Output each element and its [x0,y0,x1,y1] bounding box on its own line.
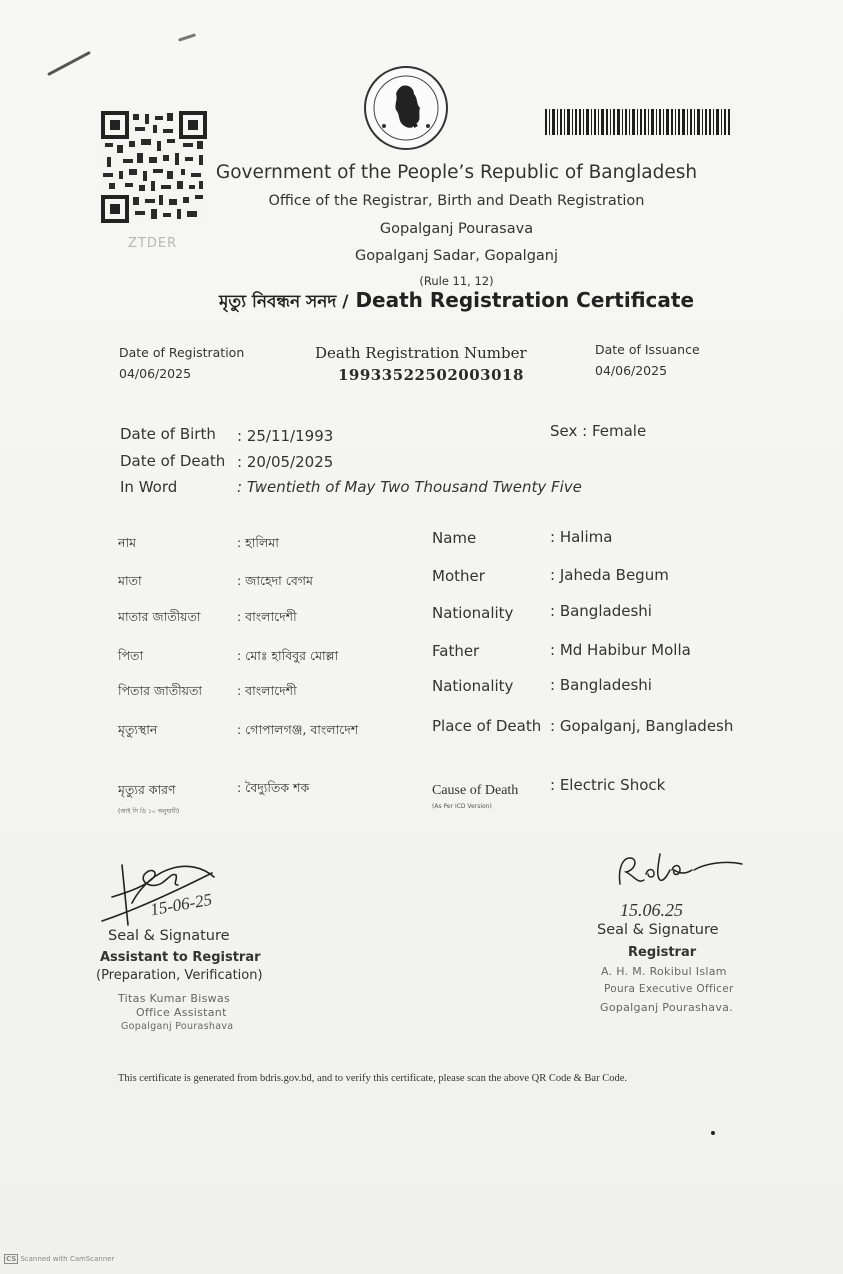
assistant-stamp-office: Gopalganj Pourashava [121,1021,234,1032]
cause-of-death-label: Cause of Death [432,783,519,798]
registrar-handwritten-date: 15.06.25 [620,900,683,920]
father-label: Father [432,642,480,660]
cause-of-death-note: (As Per ICD Version) [432,803,492,810]
cause-of-death-value: : Electric Shock [550,776,666,794]
bn-name-value: : হালিমা [237,535,279,550]
verification-footer: This certificate is generated from bdris.gov.bd, and to verify this certificate, please scan the above QR Code & Bar Code. [118,1073,627,1084]
assistant-role-note: (Preparation, Verification) [96,968,263,983]
dob-label: Date of Birth [120,425,216,443]
bn-father-nationality-label: পিতার জাতীয়তা [118,683,203,698]
father-value: : Md Habibur Molla [550,641,691,659]
assistant-stamp-name: Titas Kumar Biswas [118,992,231,1005]
bn-father-nationality-value: : বাংলাদেশী [237,683,297,698]
scratch-mark [47,51,91,76]
bn-father-label: পিতা [118,648,144,663]
date-of-issuance-value: 04/06/2025 [595,363,668,378]
registrar-stamp-office: Gopalganj Pourashava. [600,1001,733,1014]
certificate-title [0,288,843,317]
assistant-stamp-title: Office Assistant [136,1006,227,1019]
registrar-stamp-title: Poura Executive Officer [604,983,734,995]
in-word-value: : Twentieth of May Two Thousand Twenty Five [237,478,582,496]
scanner-text: Scanned with CamScanner [20,1255,115,1263]
registration-number-value: 19933522502003018 [338,366,524,384]
mother-nationality-label: Nationality [432,604,514,622]
father-nationality-label: Nationality [432,677,514,695]
registration-number-label: Death Registration Number [315,344,527,362]
scanner-badge: CS [6,1255,17,1263]
date-of-registration-value: 04/06/2025 [119,366,192,381]
certificate-title-bn: মৃত্যু নিবন্ধন সনদ / [218,292,349,312]
bn-mother-value: : জাহেদা বেগম [237,573,313,588]
qr-caption: ZTDER [128,236,178,251]
registrar-seal-label: Seal & Signature [597,922,719,938]
place-of-death-label: Place of Death [432,717,542,735]
bn-mother-nationality-value: : বাংলাদেশী [237,609,297,624]
in-word-label: In Word [120,478,178,496]
date-of-issuance-label: Date of Issuance [595,342,700,357]
bn-name-label: নাম [118,535,137,550]
registrar-role: Registrar [628,945,697,960]
speck-mark [711,1131,715,1135]
name-value: : Halima [550,528,613,546]
barcode-icon [545,109,731,135]
assistant-role: Assistant to Registrar [100,950,261,965]
registrar-signature-icon [614,844,744,896]
sex-value: Sex : Female [550,422,647,440]
dob-value: : 25/11/1993 [237,427,334,445]
rule-reference: (Rule 11, 12) [419,274,494,288]
scanner-watermark [4,1255,114,1263]
bn-mother-label: মাতা [118,573,142,588]
certificate-title-en: Death Registration Certificate [355,288,695,312]
bn-cause-of-death-value: : বৈদ্যুতিক শক [237,780,310,795]
dod-value: : 20/05/2025 [237,453,334,471]
office-name: Office of the Registrar, Birth and Death Registration [268,193,645,209]
bn-place-of-death-value: : গোপালগঞ্জ, বাংলাদেশ [237,722,359,737]
government-title: Government of the People’s Republic of Bangladesh [215,162,698,183]
mother-nationality-value: : Bangladeshi [550,602,652,620]
mother-label: Mother [432,567,485,585]
bn-place-of-death-label: মৃত্যুস্থান [118,722,158,737]
assistant-seal-label: Seal & Signature [108,928,230,944]
dod-label: Date of Death [120,452,226,470]
date-of-registration-label: Date of Registration [119,345,245,360]
bn-mother-nationality-label: মাতার জাতীয়তা [118,609,201,624]
bn-cause-of-death-note: (আই সি ডি ১০ অনুযায়ী) [118,808,180,815]
scratch-mark [178,33,196,41]
name-label: Name [432,529,477,547]
sadar-name: Gopalganj Sadar, Gopalganj [354,248,559,264]
bn-father-value: : মোঃ হাবিবুর মোল্লা [237,648,339,663]
pourasava-name: Gopalganj Pourasava [379,221,534,237]
registrar-stamp-name: A. H. M. Rokibul Islam [601,965,727,978]
assistant-handwritten-date: 15-06-25 [148,889,214,920]
father-nationality-value: : Bangladeshi [550,676,652,694]
place-of-death-value: : Gopalganj, Bangladesh [550,717,734,735]
government-seal-icon [362,64,450,152]
mother-value: : Jaheda Begum [550,566,669,584]
bn-cause-of-death-label: মৃত্যুর কারণ [118,782,176,797]
